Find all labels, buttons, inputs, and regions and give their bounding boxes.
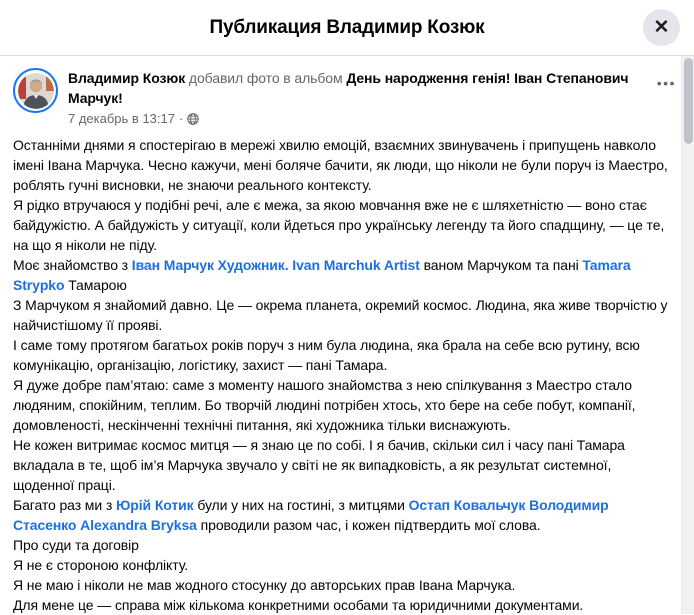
- action-text: добавил фото в альбом: [188, 70, 343, 86]
- author-name[interactable]: Владимир Козюк: [68, 70, 186, 86]
- scrollbar-track[interactable]: [681, 56, 694, 614]
- time-line: [68, 111, 644, 126]
- post-paragraph: [13, 335, 668, 375]
- modal-header: [0, 0, 694, 56]
- post-text-segment: Моє знайомство з: [13, 257, 132, 273]
- post-paragraph: [13, 135, 668, 195]
- post-text-segment: Багато раз ми з: [13, 497, 116, 513]
- post-text-segment: Не кожен витримає космос митця — я знаю це по собі. І я бачив, скільки сил і часу пані Тамара вкладала в те, щоб ім’я Марчука звучало у світі не як випадковість, а як результат системної, щоденної праці.: [13, 437, 625, 493]
- post-paragraph: [13, 255, 668, 295]
- post-paragraph: [13, 535, 668, 555]
- modal-title: Публикация Владимир Козюк: [209, 16, 485, 38]
- post-text-segment: І саме тому протягом багатьох років поруч з ним була людина, яка брала на себе всю рутину, всю комунікацію, організацію, логістику, захист — пані Тамара.: [13, 337, 640, 373]
- close-icon: ✕: [653, 17, 670, 38]
- globe-icon: [187, 113, 199, 125]
- post-paragraph: [13, 375, 668, 435]
- mention-link[interactable]: Tamara Strypko: [13, 257, 631, 293]
- mention-link[interactable]: Юрій Котик: [115, 497, 194, 513]
- more-options-button[interactable]: [655, 72, 678, 94]
- post-header: [0, 56, 694, 126]
- post-text-segment: Я не є стороною конфлікту.: [13, 557, 188, 573]
- avatar-photo-icon: [18, 73, 54, 109]
- post-paragraph: [13, 435, 668, 495]
- mention-link[interactable]: Alexandra Bryksa: [80, 517, 197, 533]
- post-paragraph: [13, 195, 668, 255]
- post-paragraph: [13, 595, 668, 615]
- post-text-segment: проводили разом час, і кожен підтвердить мої слова.: [196, 517, 541, 533]
- mention-link[interactable]: Іван Марчук Художник. Ivan Marchuk Artist: [131, 257, 420, 273]
- post-text-segment: З Марчуком я знайомий давно. Це — окрема планета, окремий космос. Людина, яка живе творчістю у найчистішому її прояві.: [13, 297, 668, 333]
- post-text-segment: були у них на гостині, з митцями: [193, 497, 409, 513]
- avatar[interactable]: [13, 68, 58, 113]
- timestamp[interactable]: 7 декабрь в 13:17: [68, 111, 175, 126]
- scrollbar-thumb[interactable]: [684, 58, 693, 144]
- post-text: [0, 126, 694, 615]
- more-options-icon: •••: [656, 75, 676, 91]
- mention-link[interactable]: Остап Ковальчук: [408, 497, 526, 513]
- close-button[interactable]: [643, 9, 680, 46]
- post-headline: [68, 68, 644, 108]
- post-text-segment: Про суди та договір: [13, 537, 139, 553]
- post-text-segment: Тамарою: [64, 277, 127, 293]
- post-text-segment: Я дуже добре пам’ятаю: саме з моменту нашого знайомства з нею спілкування з Маестро стало людяним, спокійним, теплим. Бо творчій людині потрібен хтось, хто бере на себе побут, компанії, домовленості, нескінченні технічні питання, які художника тільки виснажують.: [13, 377, 636, 433]
- mention-link[interactable]: Володимир Стасенко: [13, 497, 609, 533]
- post-paragraph: [13, 495, 668, 535]
- post-text-segment: ваном Марчуком та пані: [419, 257, 583, 273]
- post-paragraph: [13, 575, 668, 595]
- post-text-segment: Останніми днями я спостерігаю в мережі хвилю емоцій, взаємних звинувачень і припущень навколо імені Івана Марчука. Чесно кажучи, мені боляче бачити, як люди, що ніколи не були поруч із Маестро, роблять гучні висновки, не знаючи реального контексту.: [13, 137, 668, 193]
- post-meta: [68, 68, 678, 126]
- post-paragraph: [13, 295, 668, 335]
- post-text-segment: Для мене це — справа між кількома конкретними особами та юридичними документами.: [13, 597, 584, 613]
- post-text-segment: Я рідко втручаюся у подібні речі, але є межа, за якою мовчання вже не є шляхетністю — воно стає байдужістю. А байдужість у ситуації, коли йдеться про українську легенду та його спадщину, — це те, на що я ніколи не піду.: [13, 197, 665, 253]
- post-scroll-area: [0, 56, 694, 615]
- timestamp-separator: ·: [178, 111, 184, 126]
- post-paragraph: [13, 555, 668, 575]
- post-text-segment: Я не маю і ніколи не мав жодного стосунку до авторських прав Івана Марчука.: [13, 577, 516, 593]
- album-link[interactable]: День народження генія! Іван Степанович Марчук!: [68, 70, 629, 106]
